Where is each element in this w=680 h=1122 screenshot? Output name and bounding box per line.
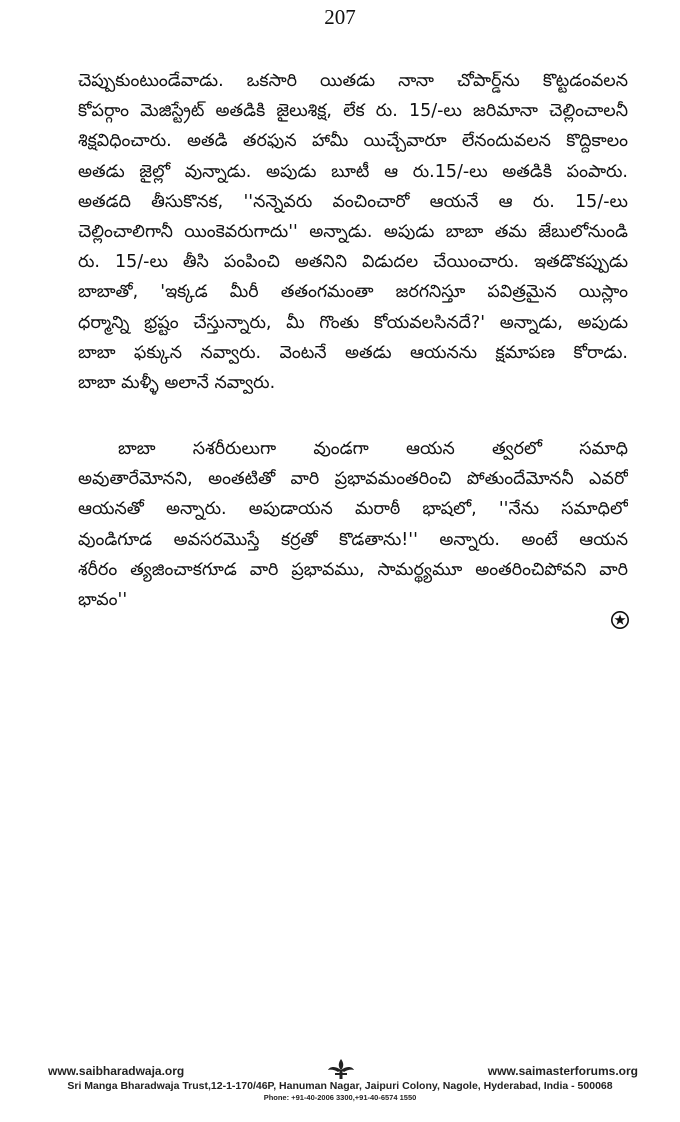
paragraph-1 [78,66,628,398]
text-line: బాబా ఫక్కున నవ్వారు. వెంటనే అతడు ఆయనను క్షమాపణ కోరాడు. [78,342,628,363]
page-footer [34,1064,646,1103]
text-line: బాబా మళ్ళీ అలానే నవ్వారు. [78,372,276,393]
text-line: భావం'' [78,589,128,610]
text-line: శరీరం త్యజించాకగూడ వారి ప్రభావము, సామర్థ్యమూ అంతరించిపోవని వారి [78,559,628,580]
text-line: ధర్మాన్ని భ్రష్టం చేస్తున్నారు, మీ గొంతు కోయవలసినదే?' అన్నాడు, అపుడు [78,312,628,333]
text-line: చెల్లించాలిగానీ యింకెవరుగాదు'' అన్నాడు. అపుడు బాబా తమ జేబులోనుండి [78,221,628,242]
text-line: రు. 15/-లు తీసి పంపించి అతనిని విడుదల చేయించారు. ఇతడొకప్పుడు [78,252,628,273]
text-line: శిక్షవిధించారు. అతడి తరఫున హామీ యిచ్చేవారూ లేనందువలన కొద్దికాలం [78,131,628,152]
text-line: వుండిగూడ అవసరమొస్తే కర్రతో కొడతాను!'' అన్నారు. అంటే ఆయన [78,529,628,550]
trust-address: Sri Manga Bharadwaja Trust,12-1-170/46P, Hanuman Nagar, Jaipuri Colony, Nagole, Hyderabad, India - 500068 [67,1080,613,1092]
text-line: కోపర్గాం మెజిస్ట్రేట్ అతడికి జైలుశిక్ష, లేక రు. 15/-లు జరిమానా చెల్లించాలనీ [78,101,628,122]
paragraph-2 [78,434,628,615]
text-line: చెప్పుకుంటుండేవాడు. ఒకసారి యితడు నానా చోపార్డ్‌ను కొట్టడంవలన [78,71,628,91]
text-line: ఆయనతో అన్నారు. అపుడాయన మరాఠీ భాషలో, ''నేను సమాధిలో [78,499,628,520]
fleur-logo-icon [326,1058,356,1080]
text-line: అతడది తీసుకొనక, ''నన్నెవరు వంచించారో ఆయనే ఆ రు. 15/-లు [78,191,628,212]
website-right-link[interactable]: www.saimasterforums.org [487,1064,638,1078]
page-number: 207 [324,5,356,29]
website-left-link[interactable]: www.saibharadwaja.org [48,1064,185,1078]
text-line: అవుతారేమోనని, అంతటితో వారి ప్రభావమంతరించి పోతుందేమోననీ ఎవరో [78,469,628,490]
trust-phone: Phone: +91-40-2006 3300,+91-40-6574 1550 [263,1093,417,1102]
text-line: బాబా సశరీరులుగా వుండగా ఆయన త్వరలో సమాధి [118,439,628,459]
star-end-mark-icon [611,611,629,629]
text-line: బాబాతో, 'ఇక్కడ మీరీ తతంగమంతా జరగనిస్తూ పవిత్రమైన యిస్లాం [78,282,628,303]
text-line: అతడు జైల్లో వున్నాడు. అపుడు బూటీ ఆ రు.15/-లు అతడికి పంపారు. [78,161,628,182]
